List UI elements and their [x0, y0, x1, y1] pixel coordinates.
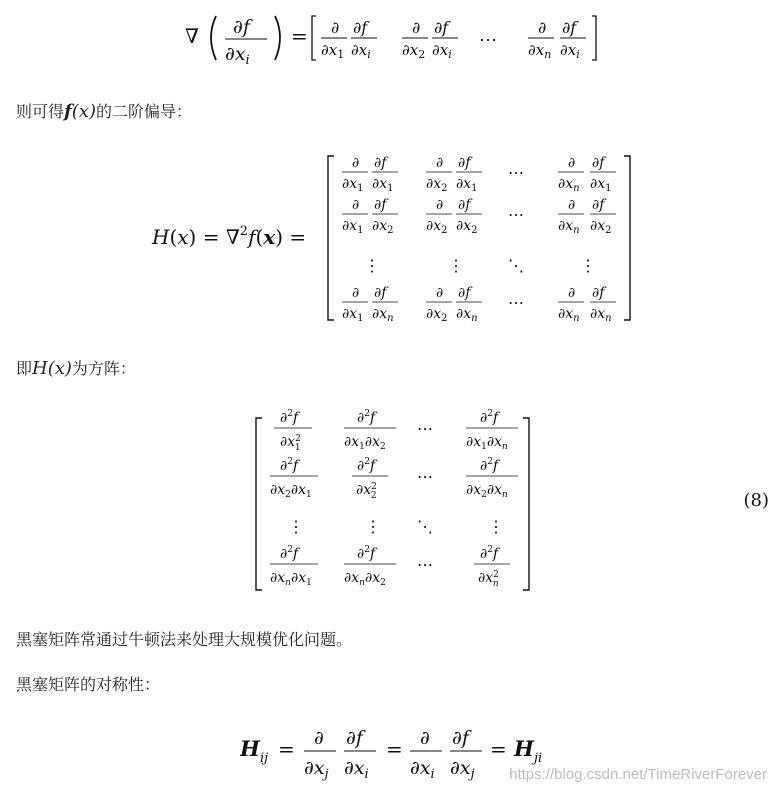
svg-text:∂xn: $\partial x_n$ [372, 306, 394, 324]
svg-text:⋯: ⋯ [508, 205, 524, 224]
svg-text:∂: ∂ [538, 18, 547, 37]
svg-text:=: = [278, 737, 295, 761]
svg-text:∂x2: $\partial x_2$ [426, 306, 448, 324]
svg-text:∂x1: $\partial x_1$ [342, 306, 364, 324]
svg-text:∂: ∂ [314, 727, 324, 749]
svg-text:∂: ∂ [352, 285, 360, 301]
svg-text:∂f: ∂f [458, 155, 471, 171]
svg-text:=: = [291, 24, 308, 48]
svg-text:∂: ∂ [420, 727, 430, 749]
svg-text:=: = [386, 737, 403, 761]
svg-text:∂xn: $\partial x_n$ [590, 306, 612, 324]
svg-text:∂: ∂ [352, 197, 360, 213]
svg-text:∂: ∂ [331, 18, 340, 37]
svg-text:∂x1∂x2: $\partial x_1\partial x_2$ [344, 434, 386, 452]
svg-text:∂x2: $\partial x_2$ [426, 218, 448, 236]
svg-text:∂f: ∂f [452, 727, 469, 749]
svg-text:∂x2: $\partial x_2$ [426, 176, 448, 194]
svg-text:∂xn: $\partial x_n$ [558, 176, 580, 194]
svg-text:H: H [514, 736, 534, 761]
svg-text:∂f: ∂f [374, 155, 387, 171]
svg-text:∂f: ∂f [592, 197, 605, 213]
newton-method-text: 黑塞矩阵常通过牛顿法来处理大规模优化问题。 [16, 630, 353, 649]
svg-text:∂f: ∂f [458, 197, 471, 213]
svg-text:∂f: ∂f [346, 727, 363, 749]
gradient-equation [185, 6, 605, 68]
svg-text:∂: ∂ [568, 197, 576, 213]
svg-text:=: = [490, 737, 507, 761]
svg-text:∂xi: $\partial x_i$ [225, 43, 250, 68]
svg-text:∂xn: $\partial x_n$ [456, 306, 478, 324]
svg-text:∂x2: $\partial x_2$ [402, 41, 426, 61]
svg-text:∂x1: $\partial x_1$ [372, 176, 394, 194]
svg-text:⋮: ⋮ [288, 517, 304, 536]
svg-text:⋯: ⋯ [479, 30, 497, 51]
svg-text:∂2f: ∂$^2$f [480, 545, 499, 562]
svg-text:H: H [240, 736, 260, 761]
svg-text:∂: ∂ [436, 155, 444, 171]
svg-text:∂x22: $\partial x^2$ 2 [356, 482, 377, 501]
svg-text:⋮: ⋮ [580, 256, 596, 275]
svg-text:⋮: ⋮ [448, 256, 464, 275]
equation-number: (8) [743, 490, 769, 511]
svg-text:∂f: ∂f [353, 18, 368, 37]
svg-text:∂x1: $\partial x_1$ [321, 41, 345, 61]
svg-text:∂f: ∂f [434, 18, 449, 37]
svg-text:∂f: ∂f [592, 155, 605, 171]
svg-text:⋯: ⋯ [417, 419, 433, 438]
svg-text:H(x) = ∇2f(x) =: H(x) = ∇$^2$f(x) = [152, 224, 307, 249]
svg-text:∂x21: $\partial x^2$ 1 [280, 434, 301, 453]
svg-text:∂x1: $\partial x_1$ [342, 218, 364, 236]
svg-text:∂xi: $\partial x_i$ [432, 41, 452, 61]
svg-text:∂x2∂x1: $\partial x_2\partial x_1$ [270, 482, 312, 500]
svg-text:∂x2: $\partial x_2$ [372, 218, 394, 236]
svg-text:∂2f: ∂$^2$f [280, 457, 299, 474]
svg-text:⋯: ⋯ [417, 555, 433, 574]
svg-text:⋮: ⋮ [488, 517, 504, 536]
svg-text:∂xi: $\partial x_i$ [560, 41, 580, 61]
svg-text:∂f: ∂f [374, 285, 387, 301]
svg-text:∂2f: ∂$^2$f [357, 409, 376, 426]
svg-text:⋮: ⋮ [364, 256, 380, 275]
svg-text:∂f: ∂f [458, 285, 471, 301]
svg-text:∂x2n: $\partial x^2$ n [478, 570, 499, 589]
svg-text:∂: ∂ [568, 285, 576, 301]
svg-text:∂x2∂xn: $\partial x_2\partial x_n$ [466, 482, 508, 500]
svg-text:∂: ∂ [436, 197, 444, 213]
svg-text:∂x1: $\partial x_1$ [342, 176, 364, 194]
symmetry-heading-text: 黑塞矩阵的对称性： [16, 675, 161, 694]
second-derivative-matrix [252, 404, 537, 594]
svg-text:∂xn∂x2: $\partial x_n\partial x_2$ [344, 570, 386, 588]
svg-text:∂: ∂ [568, 155, 576, 171]
svg-text:∂xn∂x1: $\partial x_n\partial x_1$ [270, 570, 312, 588]
svg-text:∂x1: $\partial x_1$ [590, 176, 612, 194]
svg-text:⋯: ⋯ [508, 163, 524, 182]
svg-text:⋯: ⋯ [417, 467, 433, 486]
svg-text:ji: ji [534, 751, 543, 766]
svg-text:∂xj: $\partial x_j$ [304, 757, 329, 782]
svg-text:∂: ∂ [412, 18, 421, 37]
svg-text:∂2f: ∂$^2$f [480, 409, 499, 426]
svg-text:∂: ∂ [352, 155, 360, 171]
svg-text:∂f: ∂f [233, 16, 250, 38]
svg-text:∂2f: ∂$^2$f [357, 545, 376, 562]
hessian-matrix-equation [150, 150, 640, 326]
svg-text:∂xj: $\partial x_j$ [450, 757, 475, 782]
svg-text:∂xi: $\partial x_i$ [344, 757, 369, 782]
svg-text:∂x1: $\partial x_1$ [456, 176, 478, 194]
svg-text:∂xi: $\partial x_i$ [410, 757, 435, 782]
svg-text:∂2f: ∂$^2$f [480, 457, 499, 474]
svg-text:∂xi: $\partial x_i$ [351, 41, 371, 61]
svg-text:∂2f: ∂$^2$f [280, 409, 299, 426]
svg-text:⋯: ⋯ [508, 293, 524, 312]
square-matrix-text: 即H(x)为方阵： [16, 358, 136, 379]
hessian-intro-text: 则可得f(x)的二阶偏导： [16, 101, 192, 122]
svg-text:⋱: ⋱ [508, 256, 524, 275]
svg-text:∂f: ∂f [562, 18, 577, 37]
svg-text:⋮: ⋮ [365, 517, 381, 536]
svg-text:⋱: ⋱ [417, 517, 433, 536]
svg-text:∂x1∂xn: $\partial x_1\partial x_n$ [466, 434, 508, 452]
svg-text:∂x2: $\partial x_2$ [590, 218, 612, 236]
svg-text:∂xn: $\partial x_n$ [558, 218, 580, 236]
svg-text:∂: ∂ [436, 285, 444, 301]
svg-text:∂xn: $\partial x_n$ [558, 306, 580, 324]
svg-text:∂2f: ∂$^2$f [357, 457, 376, 474]
svg-text:∂f: ∂f [592, 285, 605, 301]
svg-text:∇: ∇ [185, 24, 199, 48]
svg-text:∂f: ∂f [374, 197, 387, 213]
svg-text:ij: ij [260, 751, 269, 766]
svg-text:∂2f: ∂$^2$f [280, 545, 299, 562]
watermark: https://blog.csdn.net/TimeRiverForever [509, 766, 767, 783]
svg-text:∂x2: $\partial x_2$ [456, 218, 478, 236]
svg-text:∂xn: $\partial x_n$ [528, 41, 552, 61]
